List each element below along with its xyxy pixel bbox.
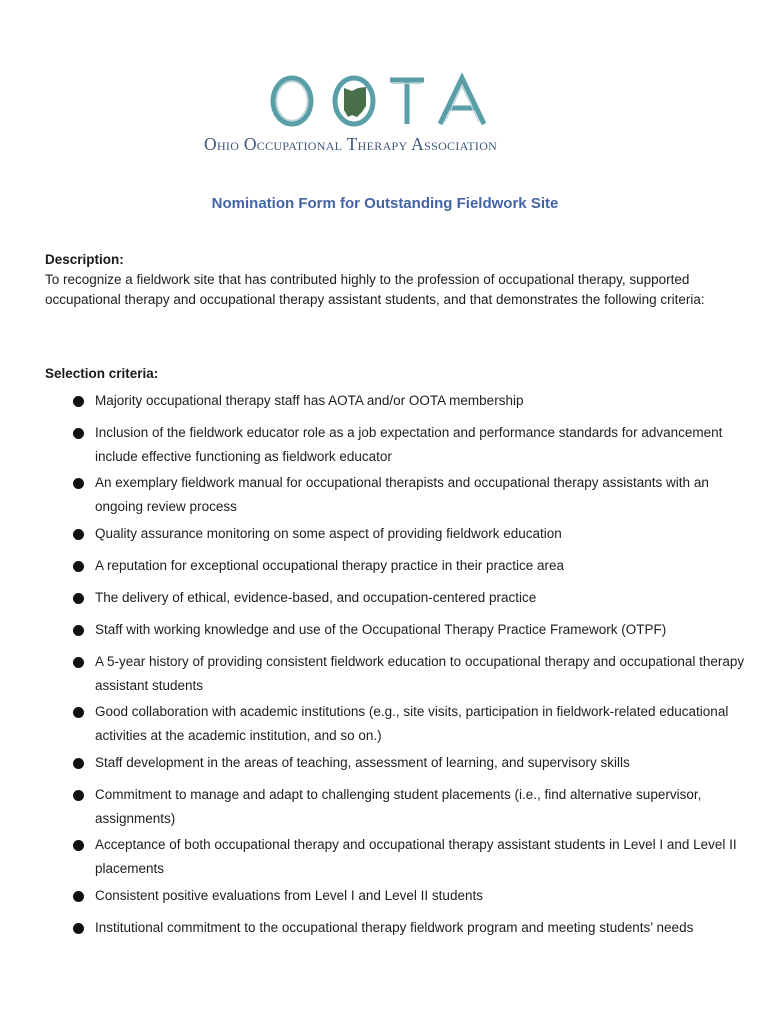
criterion-item: An exemplary fieldwork manual for occupational therapists and occupational therapy assistants with an ongoing review process [95, 475, 709, 514]
criterion-item: The delivery of ethical, evidence-based, and occupation-centered practice [95, 590, 537, 605]
bullet-icon [73, 707, 84, 718]
ohio-state-icon [344, 87, 366, 117]
criterion-item: Acceptance of both occupational therapy and occupational therapy assistant students in Level I and Level II placements [95, 837, 737, 876]
criterion-item: Staff development in the areas of teaching, assessment of learning, and supervisory skills [95, 755, 630, 770]
criterion-item: Institutional commitment to the occupational therapy fieldwork program and meeting students’ needs [95, 920, 694, 935]
bullet-icon [73, 561, 84, 572]
bullet-icon [73, 428, 84, 439]
bullet-icon [73, 758, 84, 769]
bullet-icon [73, 593, 84, 604]
bullet-icon [73, 790, 84, 801]
criterion-item: Majority occupational therapy staff has AOTA and/or OOTA membership [95, 393, 524, 408]
bullet-icon [73, 478, 84, 489]
criterion-item: A reputation for exceptional occupational therapy practice in their practice area [95, 558, 565, 573]
bullet-icon [73, 657, 84, 668]
bullet-icon [73, 529, 84, 540]
criterion-item: Commitment to manage and adapt to challenging student placements (i.e., find alternative supervisor, assignments) [95, 787, 702, 826]
criterion-item: Quality assurance monitoring on some aspect of providing fieldwork education [95, 526, 562, 541]
bullet-icon [73, 625, 84, 636]
criterion-item: Consistent positive evaluations from Level I and Level II students [95, 888, 483, 903]
bullet-icon [73, 396, 84, 407]
org-name: Ohio Occupational Therapy Association [204, 134, 498, 154]
description-text: To recognize a fieldwork site that has contributed highly to the profession of occupational therapy, supported occupational therapy and occupational therapy assistant students, and that demonstrates the following criteria: [45, 272, 705, 307]
criterion-item: Good collaboration with academic institutions (e.g., site visits, participation in fieldwork-related educational activities at the academic institution, and so on.) [95, 704, 729, 743]
oota-logo [200, 72, 570, 156]
criterion-item: Staff with working knowledge and use of the Occupational Therapy Practice Framework (OTPF) [95, 622, 667, 637]
form-title: Nomination Form for Outstanding Fieldwork Site [211, 195, 559, 212]
description-heading: Description: [45, 252, 124, 267]
bullet-icon [73, 891, 84, 902]
selection-criteria-heading: Selection criteria: [45, 366, 159, 381]
criterion-item: A 5-year history of providing consistent fieldwork education to occupational therapy and occupational therapy assistant students [95, 654, 745, 693]
criterion-item: Inclusion of the fieldwork educator role as a job expectation and performance standards for advancement include effective functioning as fieldwork educator [95, 425, 723, 464]
bullet-icon [73, 923, 84, 934]
oota-logo-letters [268, 72, 508, 130]
bullet-icon [73, 840, 84, 851]
